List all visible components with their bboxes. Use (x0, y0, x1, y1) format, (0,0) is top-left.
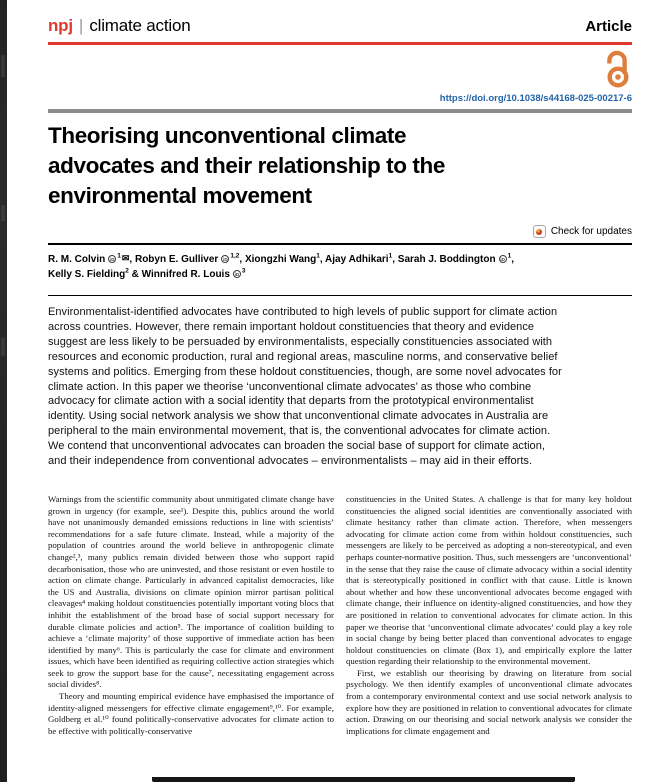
pdf-viewer-edge (0, 0, 7, 782)
author-name: Kelly S. Fielding (48, 268, 126, 280)
author-name: Winnifred R. Louis (141, 268, 230, 280)
author-affiliation-sup: 1 (388, 252, 393, 260)
journal-brand: npj (48, 16, 73, 35)
author-name: Sarah J. Boddington (397, 253, 496, 265)
abstract-text: Environmentalist-identified advocates have contributed to high levels of public support for climate action across countries. However, there remain important holdout constituencies that theory and evidence suggest are less likely to be persuaded by environmentalists, especially constituencies associated with resources and economic production, rural and regional areas, masculine norms, and conservative belief systems and politics. Emerging from these holdout constituencies, though, are some novel advocates for climate action. In this paper we theorise ‘unconventional climate advocates’ as those who combine advocacy for climate action with a social identity that departs from the prototypical environmentalist identity. Using social network analysis we show that unconventional climate advocates in Australia are peripheral to the main environmental movement, that is, the conventional advocates for climate action. We contend that unconventional advocates can broaden the social base of support for climate action, and their independence from conventional advocates – environmentalists – may aid in their efforts. (48, 306, 562, 468)
journal-logo[interactable] (48, 16, 190, 36)
author-affiliation-sup: 1 (316, 252, 320, 260)
body-paragraph: constituencies in the United States. A challenge is that for many key holdout constituencies the aligned social identities are conventionally associated with climate hesitancy rather than climate action. Therefore, when messengers advocating for climate action come from within holdout constituencies, such messengers are likely to be perceived as adopting a non-stereotypical, and even perhaps counter-normative position. Thus, such messengers are ‘unconventional’ in the sense that they raise the cause of climate advocacy within a social identity that is stereotypically positioned in conflict with that cause. Little is known about whether and how these unconventional advocates become engaged with climate change, their influence on identity-aligned constituencies, and how they are positioned in relation to conventional advocates for climate action. In this paper we theorise that ‘unconventional climate advocates’ could play a key role in social change by being better placed than conventional advocates to engage holdout constituencies on climate (Box 1), and empirically explore the latter question regarding their relationship to the environmental movement. (346, 493, 632, 667)
journal-header (48, 16, 632, 36)
orcid-icon[interactable]: iD (223, 256, 228, 262)
article-type-label: Article (585, 18, 632, 35)
author-name: Robyn E. Gulliver (134, 253, 219, 265)
viewer-edge-mark (1, 55, 5, 77)
doi-rule (48, 109, 632, 113)
doi-row (48, 93, 632, 104)
open-access-icon[interactable] (603, 49, 632, 89)
author-name: R. M. Colvin (48, 253, 106, 265)
divider-above-authors (48, 243, 632, 245)
footer-bar-partial (152, 777, 575, 782)
doi-link[interactable]: https://doi.org/10.1038/s44168-025-00217-6 (439, 93, 632, 104)
orcid-icon[interactable]: iD (109, 256, 115, 262)
check-for-updates-button[interactable] (48, 225, 632, 238)
body-paragraph: Warnings from the scientific community about unmitigated climate change have grown in urgency (for example, see¹). Despite this, publics around the world have not unanimously demanded emissions reductions in line with scientists’ recommendations for a safe future climate. Instead, while a majority of the population of countries around the world believe in anthropogenic climate change²,³, many publics remain divided between those who support rapid decarbonisation, those who are uninvested, and those resistant or even hostile to action on climate change. Particularly in advanced capitalist democracies, like the US and Australia, divisions on climate opinion mirror partisan political cleavages⁴ making holdout constituencies potentially important voting blocs that inhibit the establishment of the broad base of social support necessary for durable climate policies and action⁵. The importance of coalition building to achieve a ‘climate majority’ of those supportive of immediate action has been identified by many⁶. This is particularly the case for climate and environment issues, which have been identified as requiring collective action strategies which seek to grow the support base for the cause⁷, necessitating engagement across social divides⁸. (48, 493, 334, 690)
body-paragraph: First, we establish our theorising by drawing on literature from social psychology. We then identify examples of unconventional climate advocates from a contemporary environmental context and use social network analysis to explore how they are positioned in relation to conventional advocates for climate action. Drawing on our theorising and social network analysis we consider the implications for climate engagement and (346, 667, 632, 736)
viewer-edge-mark (1, 205, 5, 221)
author-affiliation-sup: 2 (125, 267, 129, 275)
orcid-icon[interactable]: iD (500, 256, 505, 262)
page-content (48, 0, 632, 737)
author-affiliation-sup: 3 (241, 267, 246, 275)
author-affiliation-sup: 1,2 (230, 252, 240, 260)
author-affiliation-sup: 1 (117, 252, 121, 260)
journal-name: climate action (89, 16, 191, 35)
check-for-updates-label: Check for updates (550, 226, 632, 237)
email-icon[interactable]: ✉ (121, 252, 130, 263)
body-column-right (346, 494, 632, 737)
brand-separator: | (78, 16, 84, 35)
divider-above-abstract (48, 295, 632, 297)
body-columns (48, 494, 632, 737)
author-list: R. M. Colvin iD $^1$✉, Robyn E. Gulliver iD $^{1,2}$, Xiongzhi Wang$^1$, Ajay Adhikari$^1$, Sarah J. Boddington iD $^1$, Kelly S. Fielding$^2$ & Winnifred R. Louis iD $^3$ (48, 252, 514, 280)
author-name: Xiongzhi Wang (244, 253, 317, 265)
brand-rule (48, 42, 632, 45)
author-affiliation-sup: 1 (507, 252, 512, 260)
viewer-edge-mark (1, 338, 5, 356)
author-name: Ajay Adhikari (325, 253, 389, 265)
crossmark-icon (533, 225, 546, 238)
article-title: Theorising unconventional climate advocates and their relationship to the environmental movement (48, 123, 445, 208)
body-column-left (48, 494, 334, 737)
open-access-row (48, 49, 632, 89)
body-paragraph: Theory and mounting empirical evidence have emphasised the importance of identity-aligned messengers for effective climate engagement⁹,¹⁰. For example, Goldberg et al.¹⁰ found politically-conservative advocates for climate action to be effective with politically-conservative (48, 691, 334, 736)
orcid-icon[interactable]: iD (234, 271, 240, 277)
